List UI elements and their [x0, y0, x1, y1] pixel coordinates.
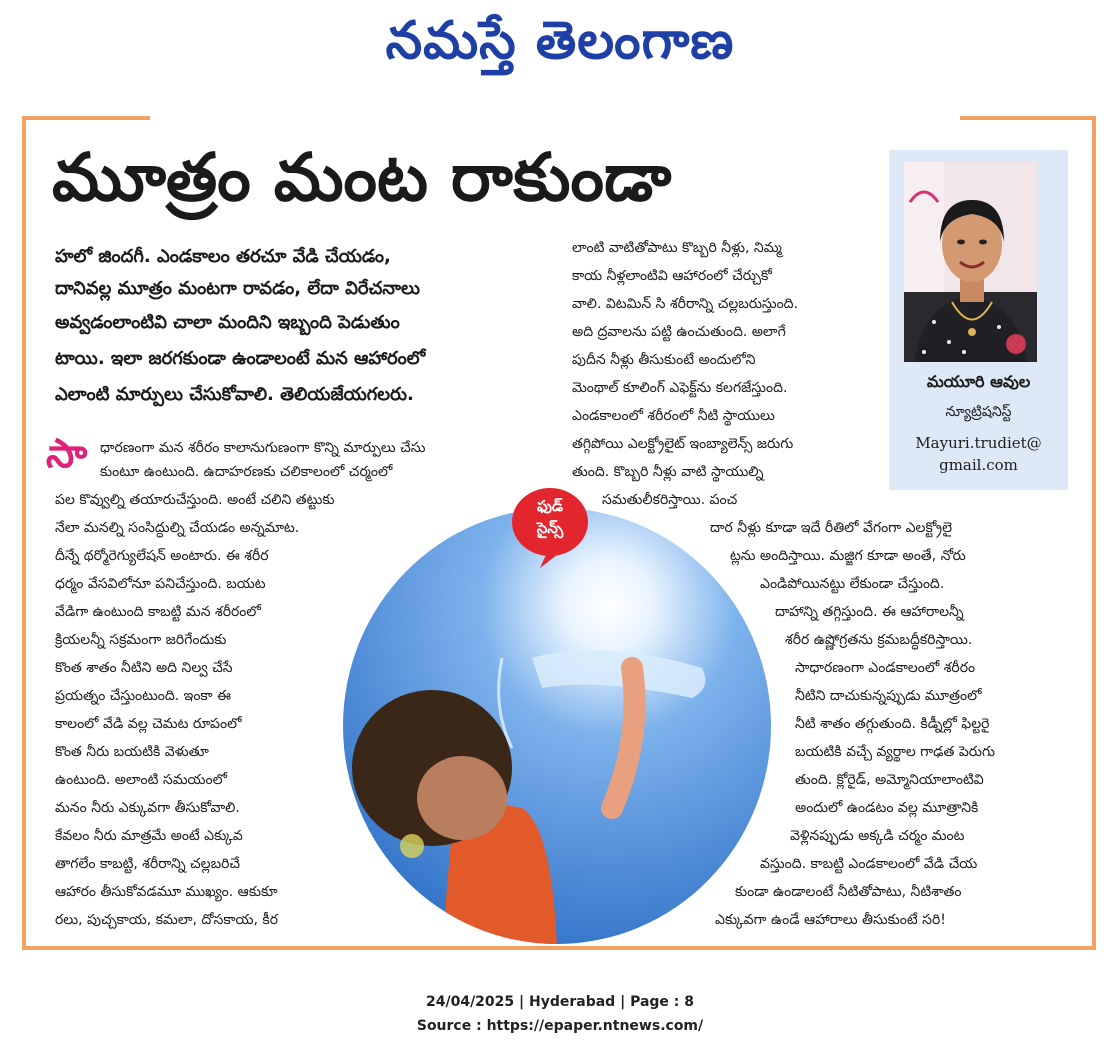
- column-line: దీన్నే థర్మోరెగ్యులేషన్ అంటారు. ఈ శరీర: [55, 548, 269, 564]
- column-line: వేడిగా ఉంటుంది కాబట్టి మన శరీరంలో: [55, 604, 261, 620]
- column-line: మనం నీరు ఎక్కువగా తీసుకోవాలి.: [55, 800, 240, 816]
- column-line: క్రియలన్నీ సక్రమంగా జరిగేందుకు: [55, 632, 227, 648]
- child-drinking-water-photo: [342, 508, 772, 948]
- column-line: లాంటి వాటితోపాటు కొబ్బరి నీళ్లు, నిమ్మ: [572, 240, 782, 256]
- intro-line: హలో జిందగీ. ఎండకాలం తరచూ వేడి చేయడం,: [55, 246, 391, 267]
- badge-line: సైన్స్: [536, 519, 564, 537]
- intro-line: ఎలాంటి మార్పులు చేసుకోవాలి. తెలియజేయగలరు.: [55, 384, 414, 405]
- intro-line: అవ్వడంలాంటివి చాలా మందిని ఇబ్బంది పెడుతుం: [55, 312, 400, 333]
- column-line: ఎక్కువగా ఉండే ఆహారాలు తీసుకుంటే సరి!: [715, 912, 946, 928]
- column-line: తుంది. కొబ్బరి నీళ్లు వాటి స్థాయుల్ని: [572, 464, 764, 480]
- column-line: కొంత శాతం నీటిని అది నిల్వ చేసే: [55, 660, 233, 676]
- column-line: వెళ్లినప్పుడు అక్కడి చర్మం మంట: [790, 828, 965, 844]
- headline: మూత్రం మంట రాకుండా: [52, 139, 672, 216]
- footer-edition-info: 24/04/2025 | Hyderabad | Page : 8: [425, 994, 695, 1010]
- masthead-logo: నమస్తే తెలంగాణ: [385, 11, 735, 71]
- column-line: బయటికి వచ్చే వ్యర్థాల గాఢత పెరుగు: [795, 744, 995, 760]
- column-line: కాయ నీళ్లలాంటివి ఆహారంలో చేర్చుకో: [572, 268, 772, 284]
- column-line: కొంత నీరు బయటికి వెళుతూ: [55, 744, 209, 760]
- column-line: కాలంలో వేడి వల్ల చెమట రూపంలో: [55, 716, 242, 732]
- column-line: ఎండిపోయినట్టు లేకుండా చేస్తుంది.: [760, 576, 945, 592]
- column-line: ట్లను అందిస్తాయి. మజ్జిగ కూడా అంతే, నోరు: [730, 548, 966, 564]
- author-role: న్యూట్రిషనిస్ట్: [945, 404, 1012, 420]
- column-line: తుంది. క్లోరైడ్, అమ్మోనియాలాంటివి: [795, 772, 984, 788]
- column-line: పుదీన నీళ్లు తీసుకుంటే అందులోని: [572, 352, 756, 368]
- column-line: సమతులీకరిస్తాయి. పంచ: [602, 492, 738, 508]
- column-line: సాధారణంగా ఎండకాలంలో శరీరం: [795, 660, 976, 676]
- column-line: ధారణంగా మన శరీరం కాలానుగుణంగా కొన్ని మార్పులు చేసు: [100, 440, 426, 456]
- column-line: నేలా మనల్ని సంసిద్ధుల్ని చేయడం అన్నమాట.: [55, 520, 300, 536]
- column-line: తాగలేం కాబట్టి, శరీరాన్ని చల్లబరిచే: [55, 856, 241, 872]
- column-line: ఎండకాలంలో శరీరంలో నీటి స్థాయులు: [572, 408, 775, 424]
- column-line: ఆహారం తీసుకోవడమూ ముఖ్యం. ఆకుకూ: [55, 884, 278, 900]
- column-line: తగ్గిపోయి ఎలక్ట్రోలైట్ ఇంబ్యాలెన్స్ జరుగు: [572, 436, 794, 452]
- author-email: Mayuri.trudiet@: [915, 434, 1042, 452]
- column-line: రలు, పుచ్చకాయ, కమలా, దోసకాయ, కీర: [55, 912, 279, 928]
- column-line: అందులో ఉండటం వల్ల మూత్రానికి: [795, 800, 979, 816]
- column-line: వస్తుంది. కాబట్టి ఎండకాలంలో వేడి చేయ: [760, 856, 978, 872]
- column-line: పల కొవ్వుల్ని తయారుచేస్తుంది. అంటే చలిని తట్టుకు: [55, 492, 335, 508]
- badge-line: ఫుడ్: [536, 497, 564, 515]
- intro-line: టాయి. ఇలా జరగకుండా ఉండాలంటే మన ఆహారంలో: [55, 348, 426, 369]
- column-line: మెంథాల్ కూలింగ్ ఎఫెక్ట్‌ను కలగజేస్తుంది.: [572, 380, 788, 396]
- column-line: నీటిని దాచుకున్నప్పుడు మూత్రంలో: [795, 688, 982, 704]
- column-line: కుంటూ ఉంటుంది. ఉదాహరణకు చలికాలంలో చర్మంలో: [100, 464, 393, 480]
- column-line: దాహాన్ని తగ్గిస్తుంది. ఈ ఆహారాలన్నీ: [775, 604, 964, 620]
- column-line: నీటి శాతం తగ్గుతుంది. కిడ్నీల్లో ఫిల్టరై: [795, 716, 990, 732]
- author-email-domain: gmail.com: [939, 456, 1018, 474]
- column-line: కుండా ఉండాలంటే నీటితోపాటు, నీటిశాతం: [735, 884, 962, 900]
- column-line: ధర్మం వేసవిలోనూ పనిచేస్తుంది. బయట: [55, 576, 266, 592]
- drop-cap: సా: [46, 431, 88, 477]
- column-line: ఉంటుంది. అలాంటి సమయంలో: [55, 772, 228, 788]
- intro-line: దానివల్ల మూత్రం మంటగా రావడం, లేదా విరేచనాలు: [55, 278, 420, 299]
- column-line: దార నీళ్లు కూడా ఇదే రీతిలో వేగంగా ఎలక్ట్రోలై: [710, 520, 952, 536]
- author-photo: [904, 162, 1037, 362]
- author-name: మయూరి ఆవుల: [926, 372, 1031, 391]
- column-line: అది ద్రవాలను పట్టి ఉంచుతుంది. అలాగే: [572, 324, 786, 340]
- footer-source: Source : https://epaper.ntnews.com/: [416, 1018, 704, 1034]
- column-line: శరీర ఉష్ణోగ్రతను క్రమబద్ధీకరిస్తాయి.: [785, 632, 973, 648]
- column-line: కేవలం నీరు మాత్రమే అంటే ఎక్కువ: [55, 828, 243, 844]
- column-line: వాలి. విటమిన్ సి శరీరాన్ని చల్లబరుస్తుంది.: [572, 296, 799, 312]
- column-line: ప్రయత్నం చేస్తుంటుంది. ఇంకా ఈ: [55, 688, 231, 704]
